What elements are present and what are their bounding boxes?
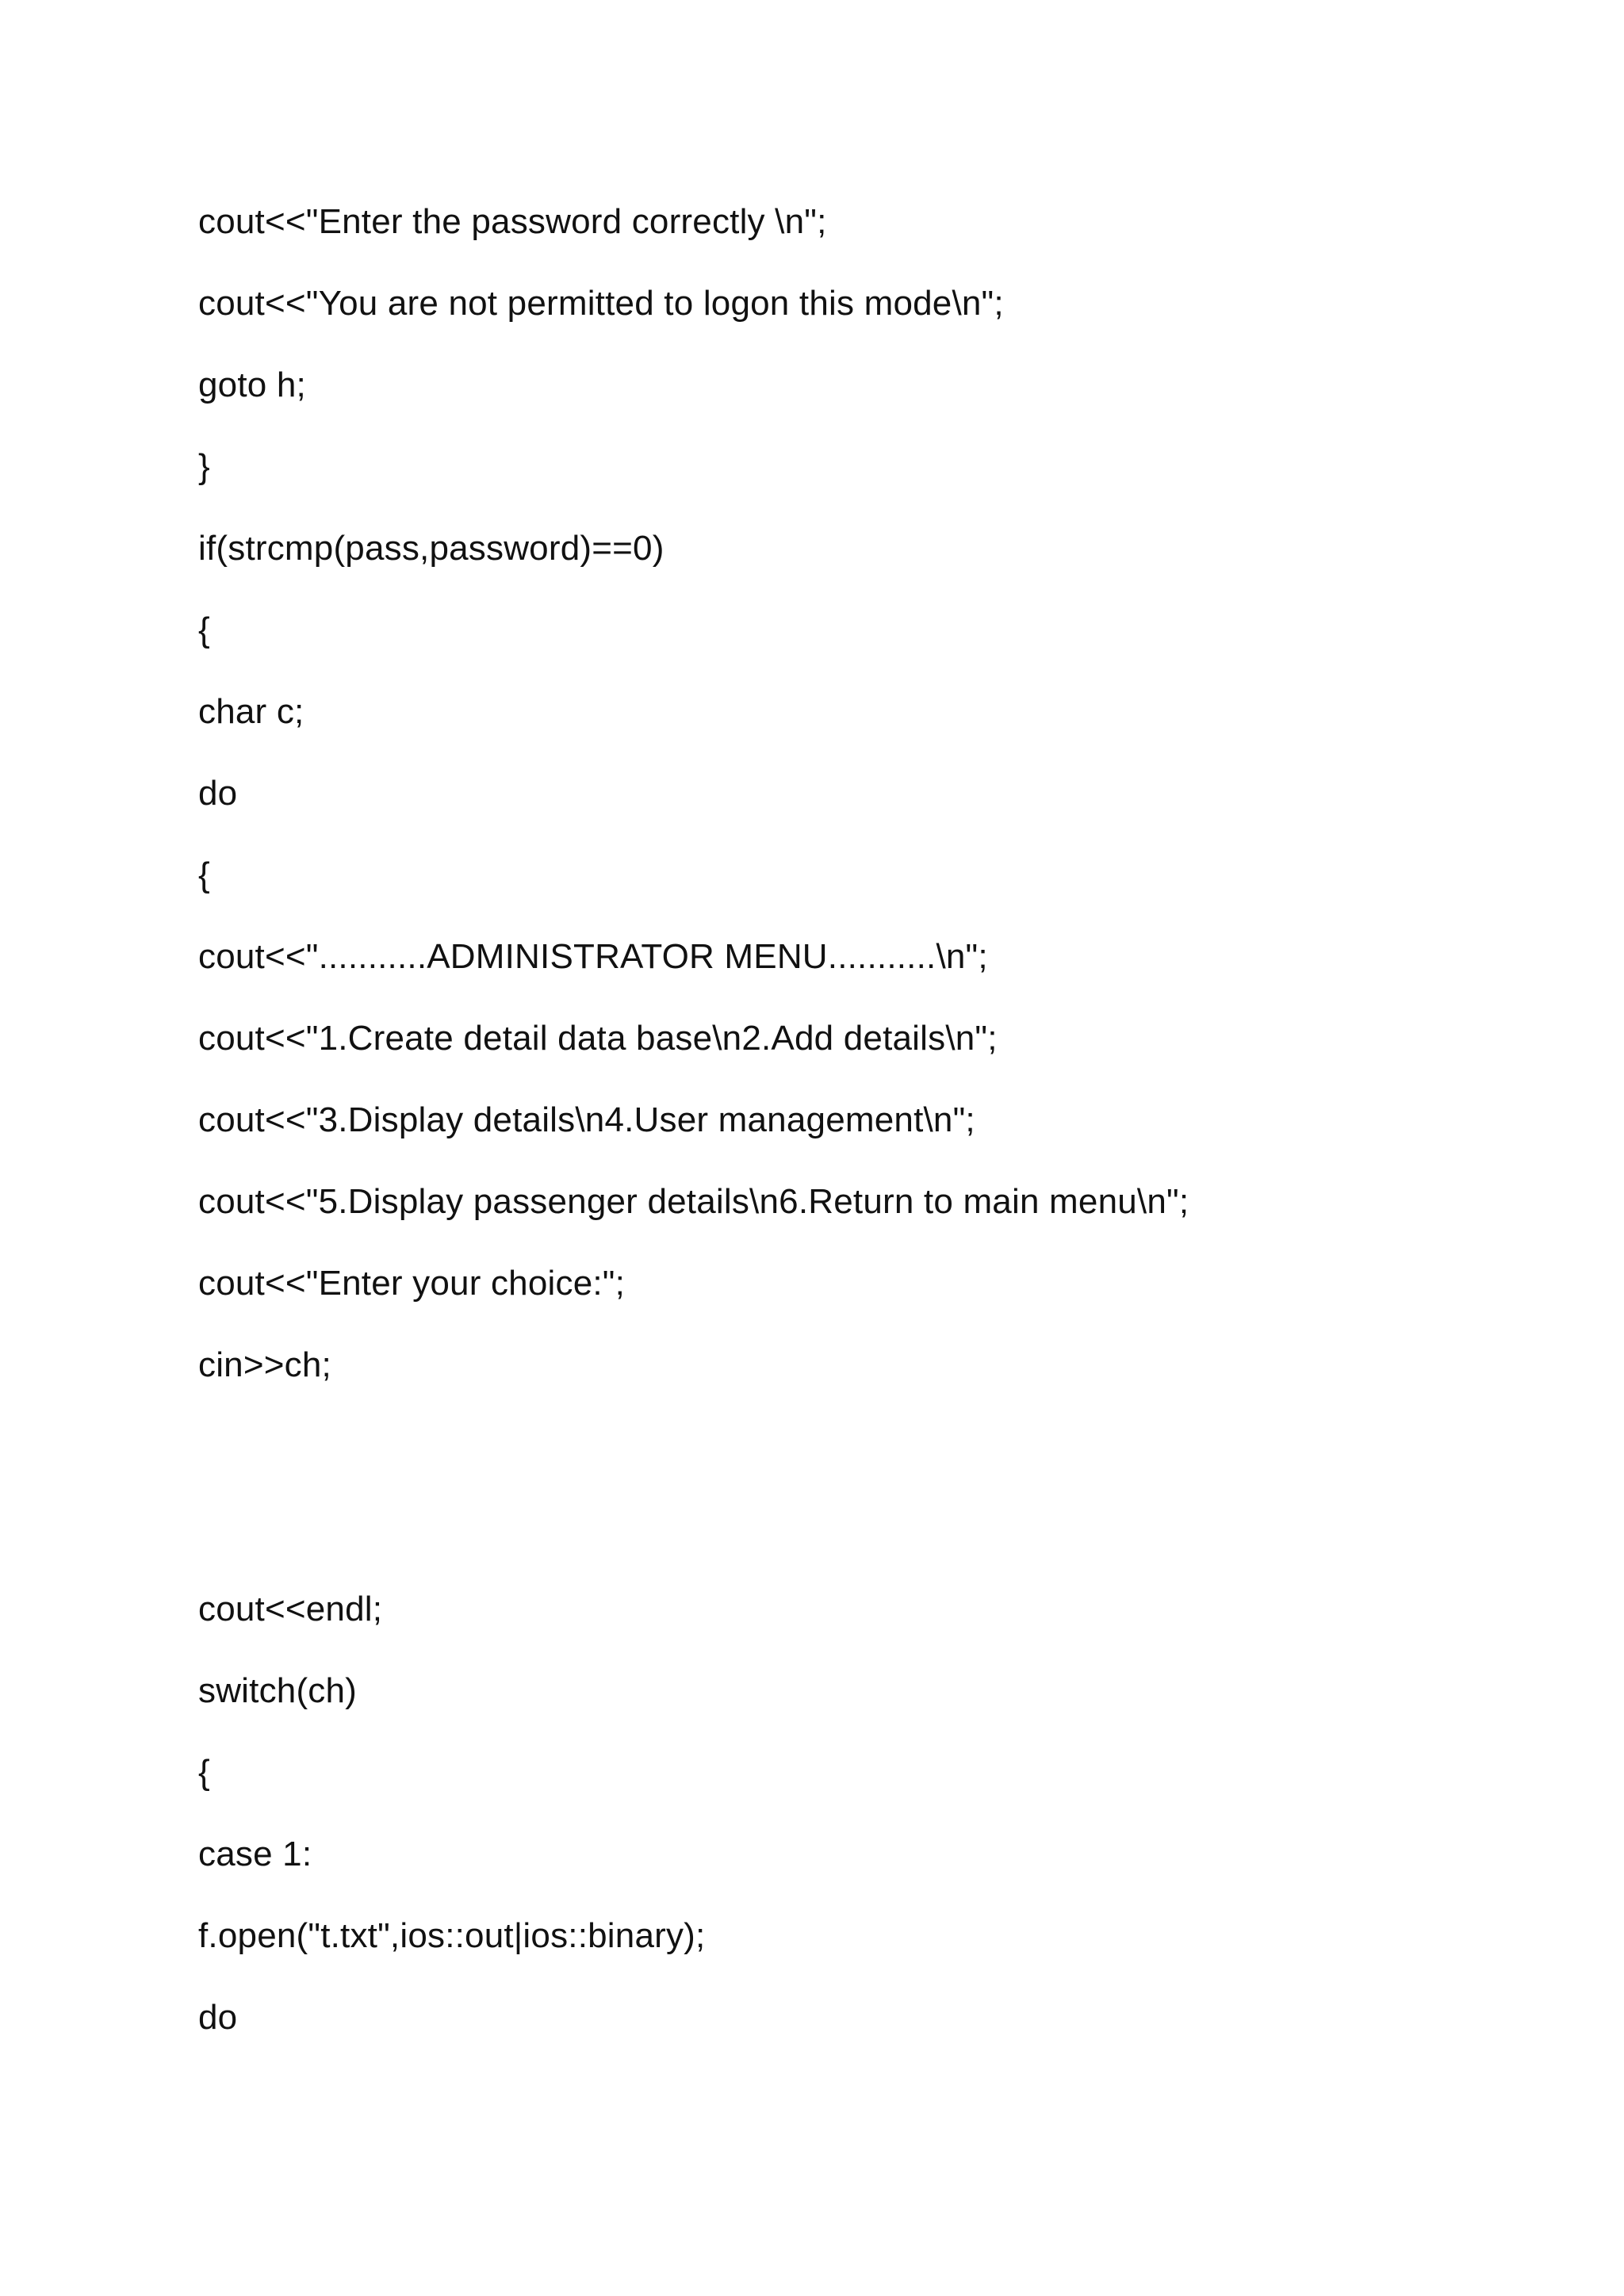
code-line-16: cout<<endl; <box>198 1590 383 1628</box>
code-line-10: cout<<"...........ADMINISTRATOR MENU...........\n"; <box>198 937 988 976</box>
code-line-14: cout<<"Enter your choice:"; <box>198 1264 626 1303</box>
code-line-1: cout<<"Enter the password correctly \n"; <box>198 202 827 241</box>
code-listing <box>198 0 1546 2296</box>
code-line-5: if(strcmp(pass,password)==0) <box>198 529 665 568</box>
code-line-20: f.open("t.txt",ios::out|ios::binary); <box>198 1916 706 1955</box>
code-line-18: { <box>198 1753 210 1792</box>
code-line-15: cin>>ch; <box>198 1345 331 1384</box>
code-line-11: cout<<"1.Create detail data base\n2.Add details\n"; <box>198 1019 998 1058</box>
code-line-2: cout<<"You are not permitted to logon this mode\n"; <box>198 284 1004 323</box>
code-line-13: cout<<"5.Display passenger details\n6.Return to main menu\n"; <box>198 1182 1189 1221</box>
code-line-17: switch(ch) <box>198 1671 358 1710</box>
code-line-21: do <box>198 1998 238 2037</box>
code-line-4: } <box>198 447 210 486</box>
code-line-12: cout<<"3.Display details\n4.User management\n"; <box>198 1100 975 1139</box>
code-line-7: char c; <box>198 692 304 731</box>
code-line-8: do <box>198 774 238 813</box>
code-line-19: case 1: <box>198 1835 312 1873</box>
code-line-3: goto h; <box>198 365 306 404</box>
code-line-6: { <box>198 610 210 649</box>
code-line-9: { <box>198 855 210 894</box>
